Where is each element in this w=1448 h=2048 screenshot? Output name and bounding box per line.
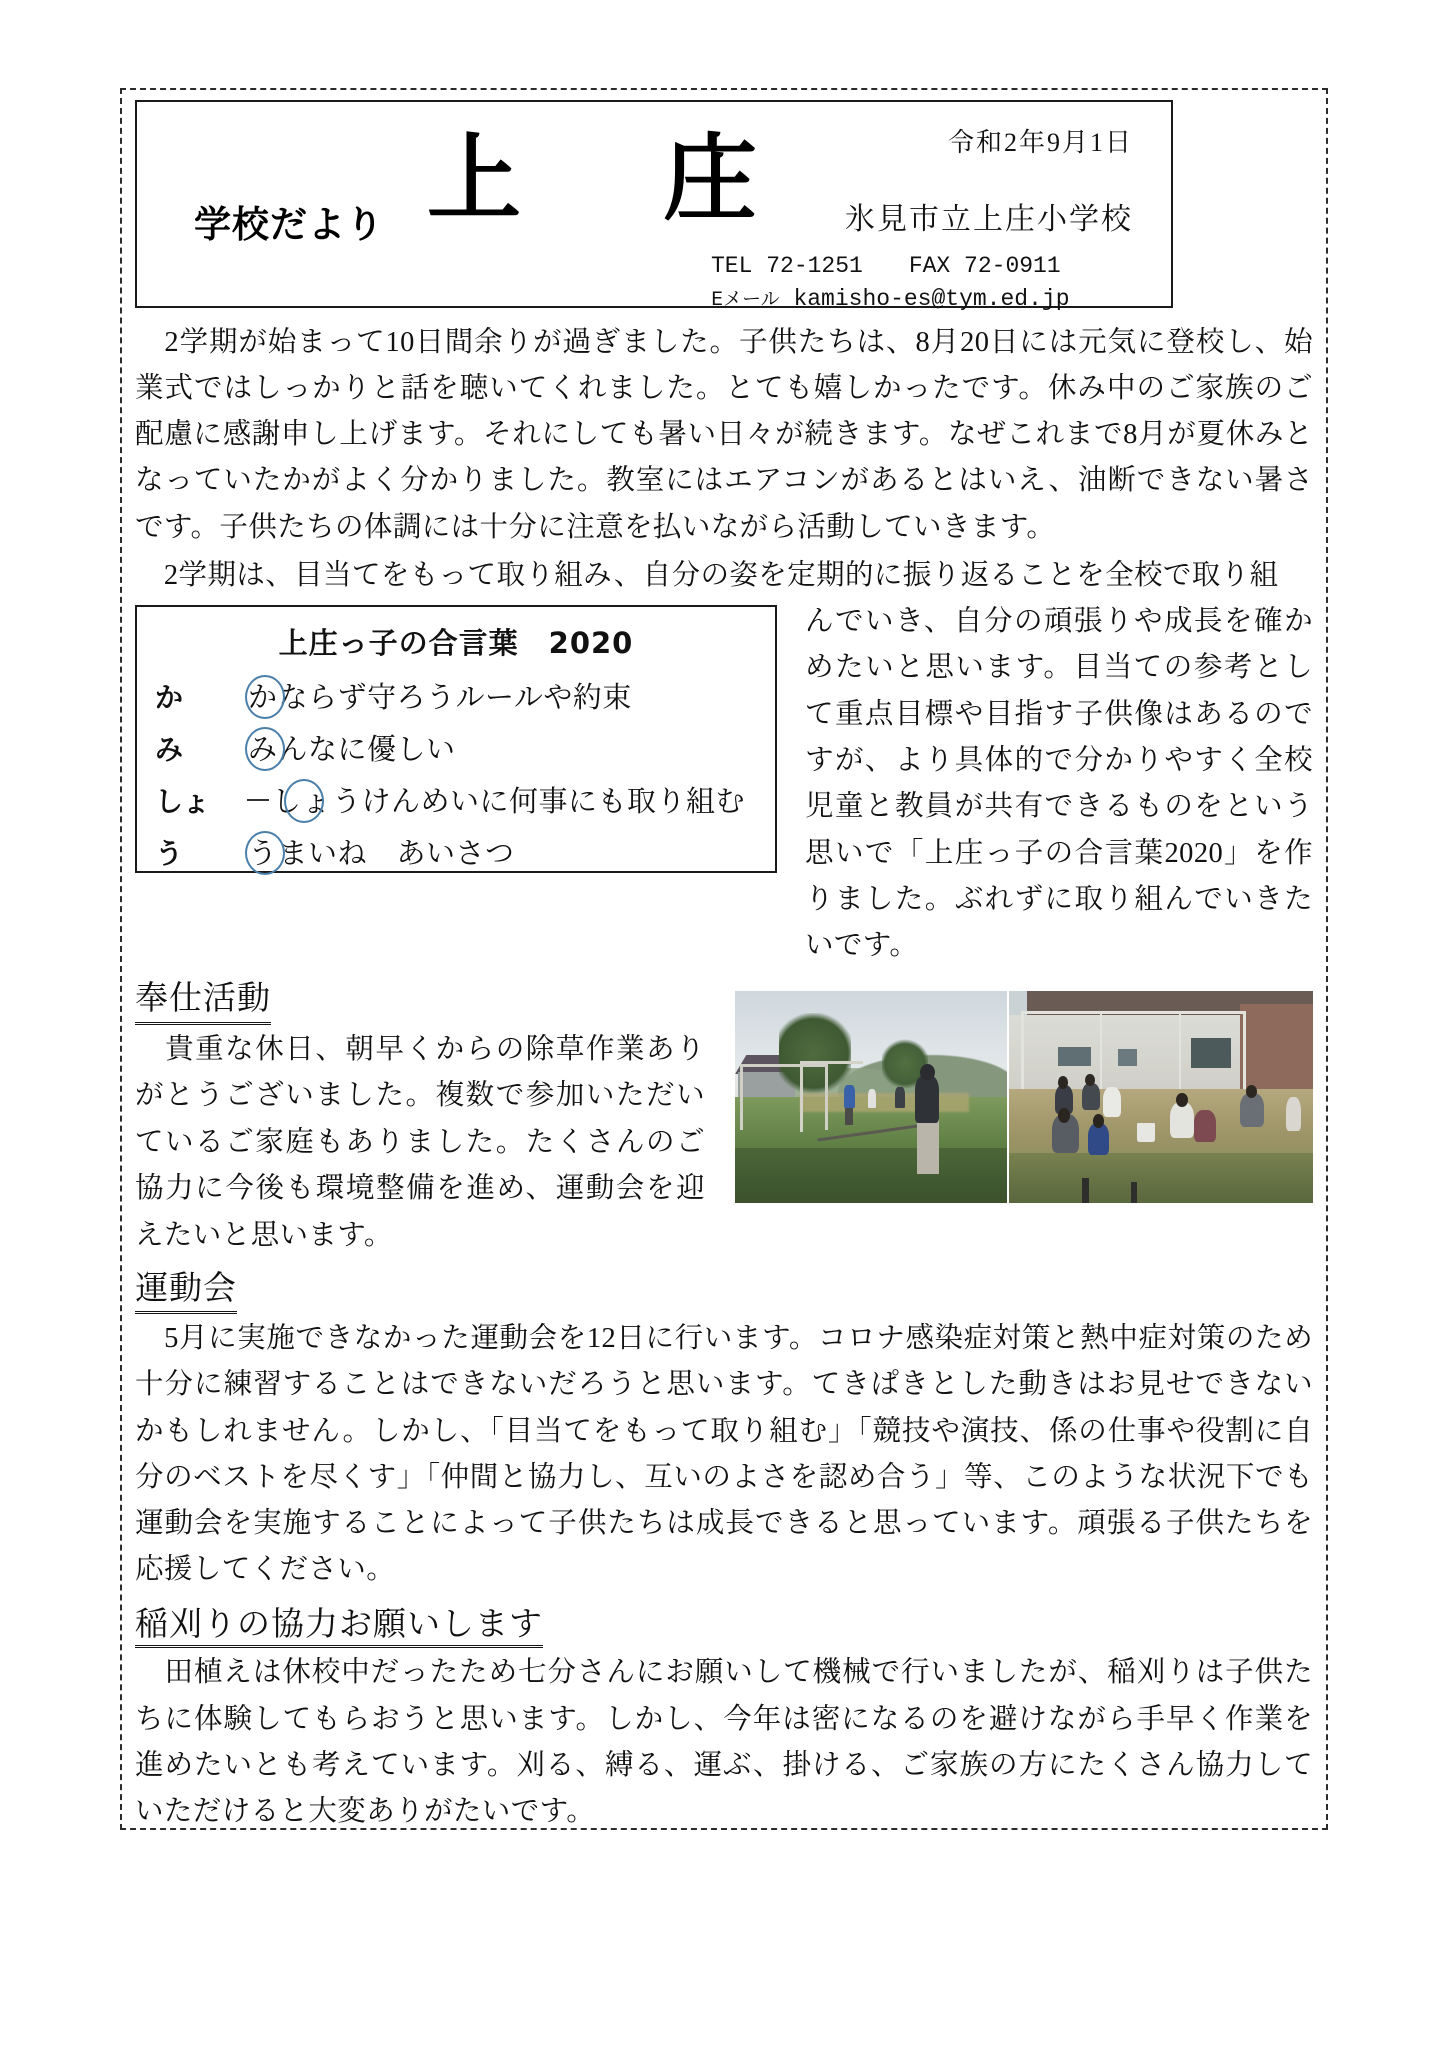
photo-person-crouching — [1194, 1110, 1215, 1142]
motto-row-key: う — [155, 836, 183, 870]
photo-person-white — [1103, 1087, 1121, 1117]
bottom-spacer — [135, 1835, 1313, 1861]
page-content — [135, 100, 1314, 1827]
photo-person-head — [1058, 1108, 1070, 1123]
motto-row-phrase — [247, 727, 456, 768]
photo-child-white — [868, 1089, 876, 1108]
issue-date: 令和2年9月1日 — [947, 128, 1133, 157]
photo-person-torso — [915, 1076, 939, 1123]
volunteer-text-column — [135, 969, 705, 1259]
photo-person-head — [1246, 1085, 1257, 1098]
intro-paragraph-2-lead-wrap — [135, 553, 1313, 599]
masthead-box — [135, 100, 1173, 313]
intro-paragraph-2-lead: 2学期は、目当てをもって取り組み、自分の姿を定期的に振り返ることを全校で取り組 — [163, 559, 1279, 591]
section-heading-sports-day: 運動会 — [135, 1269, 237, 1314]
rice-harvest-section — [135, 1593, 1313, 1835]
newsletter-title: 上 庄 — [427, 124, 782, 234]
motto-row-rest: うけんめいに何事にも取り組む — [332, 786, 746, 819]
photo-weeding-group — [1009, 991, 1313, 1203]
motto-row-phrase — [247, 831, 515, 872]
motto-row-key: か — [155, 680, 183, 714]
photo-child-blue — [844, 1085, 855, 1108]
photo-person-head — [920, 1064, 935, 1081]
circled-kana: か — [247, 675, 279, 716]
motto-box — [135, 605, 777, 873]
volunteer-section — [135, 969, 1313, 1259]
photo-child-dark — [895, 1087, 904, 1108]
photo-net-post — [1100, 1011, 1102, 1096]
circled-kana: み — [247, 727, 279, 768]
photo-child-head — [1093, 1114, 1104, 1128]
motto-row-rest: まいね あいさつ — [278, 838, 515, 871]
section-body-volunteer: 貴重な休日、朝早くからの除草作業ありがとうございました。複数で参加いただいているご家庭もありました。たくさんのご協力に今後も環境整備を進め、運動会を迎えたいと思います。 — [135, 1033, 705, 1251]
motto-title: 上庄っ子の合言葉 2020 — [278, 625, 634, 660]
motto-row-list — [137, 670, 775, 878]
section-body-rice-harvest: 田植えは休校中だったため七分さんにお願いして機械で行いましたが、稲刈りは子供たちに体験してもらおうと思います。しかし、今年は密になるのを避けながら手早く作業を進めたいとも考えています。刈る、縛る、運ぶ、掛ける、ご家族の方にたくさん協力していただけると大変ありがたいです。 — [135, 1657, 1313, 1827]
photo-person-head — [1058, 1076, 1068, 1089]
photo-person-head — [1085, 1074, 1095, 1086]
photo-child-legs — [845, 1106, 853, 1125]
sports-day-section — [135, 1259, 1313, 1593]
circled-kana: しょ — [271, 779, 332, 820]
telephone-number: TEL 72-1251 — [711, 253, 863, 279]
motto-row-phrase — [247, 675, 632, 716]
fax-number: FAX 72-0911 — [908, 253, 1061, 279]
email-line — [711, 283, 1070, 316]
photo-person-crouching — [1170, 1102, 1194, 1138]
contact-info — [711, 250, 1070, 317]
motto-and-text-region — [135, 599, 1313, 970]
photo-bucket — [1137, 1123, 1155, 1142]
email-label: Eメール — [711, 288, 780, 311]
photo-person — [1082, 1083, 1100, 1111]
photo-grass-mowing — [735, 991, 1007, 1203]
intro-paragraph-2-rest-column — [803, 599, 1313, 970]
motto-row — [155, 670, 775, 722]
email-address: kamisho-es@tym.ed.jp — [793, 286, 1070, 313]
photo-ground-fore — [1009, 1153, 1313, 1204]
motto-row — [155, 774, 775, 826]
motto-row-rest: んなに優しい — [278, 734, 456, 767]
intro-paragraph-1: 2学期が始まって10日間余りが過ぎました。子供たちは、8月20日には元気に登校し、始業式ではしっかりと話を聴いてくれました。とても嬉しかったです。休み中のご家族のご配慮に感謝申し上げます。それにしても暑い日々が続きます。なぜこれまで8月が夏休みとなっていたかがよく分かりました。教室にはエアコンがあるとはいえ、油断できない暑さです。子供たちの体調には十分に注意を払いながら活動していきます。 — [135, 327, 1313, 543]
motto-row-rest: ならず守ろうルールや約束 — [278, 682, 632, 715]
intro-block — [135, 320, 1313, 551]
motto-row-phrase — [247, 779, 745, 820]
section-body-sports-day: 5月に実施できなかった運動会を12日に行います。コロナ感染症対策と熱中症対策のため十分に練習することはできないだろうと思います。てきぱきとした動きはお見せできないかもしれません。しかし、「目当てをもって取り組む」「競技や演技、係の仕事や役割に自分のベストを尽くす」「仲間と協力し、互いのよさを認め合う」等、このような状況下でも運動会を実施することによって子供たちは成長できると思っています。頑張る子供たちを応援してください。 — [135, 1323, 1314, 1585]
photo-net-post — [1179, 1011, 1181, 1096]
section-heading-rice-harvest: 稲刈りの協力お願いします — [135, 1603, 543, 1648]
photo-row — [735, 991, 1313, 1203]
circled-kana: う — [247, 831, 279, 872]
photo-post — [1082, 1178, 1089, 1203]
photo-post — [1131, 1182, 1138, 1203]
photo-building-side — [1240, 1004, 1313, 1097]
section-heading-volunteer: 奉仕活動 — [135, 979, 271, 1024]
intro-paragraph-2-rest: んでいき、自分の頑張りや成長を確かめたいと思います。目当ての参考として重点目標や目指す子供像はあるのですが、より具体的で分かりやすく全校児童と教員が共有できるものをという思いで「上庄っ子の合言葉2020」を作りました。ぶれずに取り組んでいきたいです。 — [805, 605, 1313, 962]
school-name: 氷見市立上庄小学校 — [845, 203, 1133, 236]
phone-fax-line — [711, 250, 1070, 283]
photo-backstop-net — [1021, 1011, 1246, 1099]
motto-row — [155, 826, 775, 878]
photo-person-head — [1176, 1093, 1188, 1107]
motto-row-key: しょ — [155, 784, 210, 818]
dash-mark — [247, 799, 269, 801]
photo-person-crouching — [1240, 1093, 1264, 1127]
newsletter-subtitle: 学校だより — [194, 203, 384, 246]
photo-person-standing — [1286, 1097, 1301, 1131]
motto-row-key: み — [155, 732, 183, 766]
photo-grass-fore — [735, 1148, 1007, 1203]
photo-person-legs — [917, 1119, 939, 1174]
masthead-inner — [137, 102, 1171, 313]
motto-row — [155, 722, 775, 774]
